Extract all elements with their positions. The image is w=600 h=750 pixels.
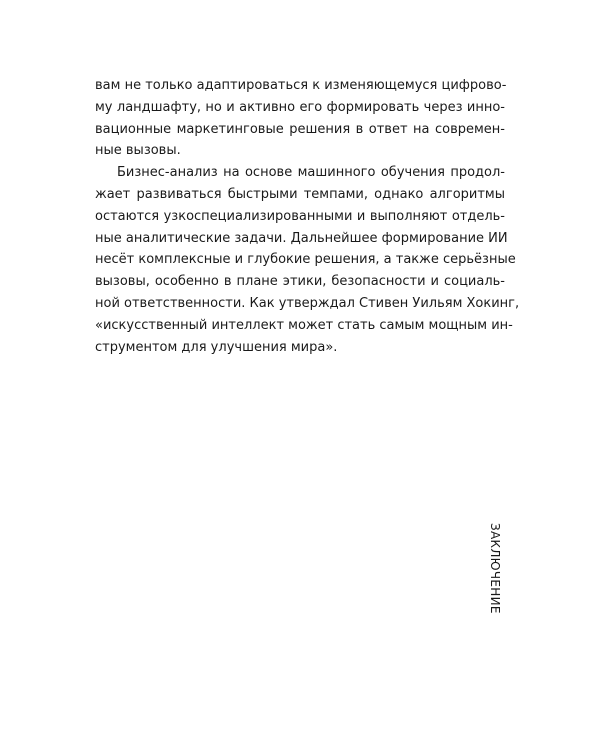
text-line: ной ответственности. Как утверждал Стивен Уильям Хокинг, xyxy=(95,295,520,311)
text-line: струментом для улучшения мира». xyxy=(95,339,338,355)
text-line: ные вызовы. xyxy=(95,143,181,159)
text-line: вационные маркетинговые решения в ответ на современ- xyxy=(95,121,505,137)
text-line: вам не только адаптироваться к изменяющемуся цифрово- xyxy=(95,78,507,93)
text-line: несёт комплексные и глубокие решения, а также серьёзные xyxy=(95,252,516,268)
body-text xyxy=(95,75,520,358)
text-line: жает развиваться быстрыми темпами, однако алгоритмы xyxy=(95,186,505,202)
running-head xyxy=(488,523,504,614)
text-line: ные аналитические задачи. Дальнейшее формирование ИИ xyxy=(95,230,508,246)
text-line: «искусственный интеллект может стать самым мощным ин- xyxy=(95,317,513,333)
text-line: остаются узкоспециализированными и выполняют отдель- xyxy=(95,208,505,224)
text-line: му ландшафту, но и активно его формировать через инно- xyxy=(95,99,505,115)
text-line: вызовы, особенно в плане этики, безопасности и социаль- xyxy=(95,274,505,290)
running-head-label: ЗАКЛЮЧЕНИЕ xyxy=(488,523,502,614)
text-line: Бизнес-анализ на основе машинного обучения продол- xyxy=(117,165,505,181)
